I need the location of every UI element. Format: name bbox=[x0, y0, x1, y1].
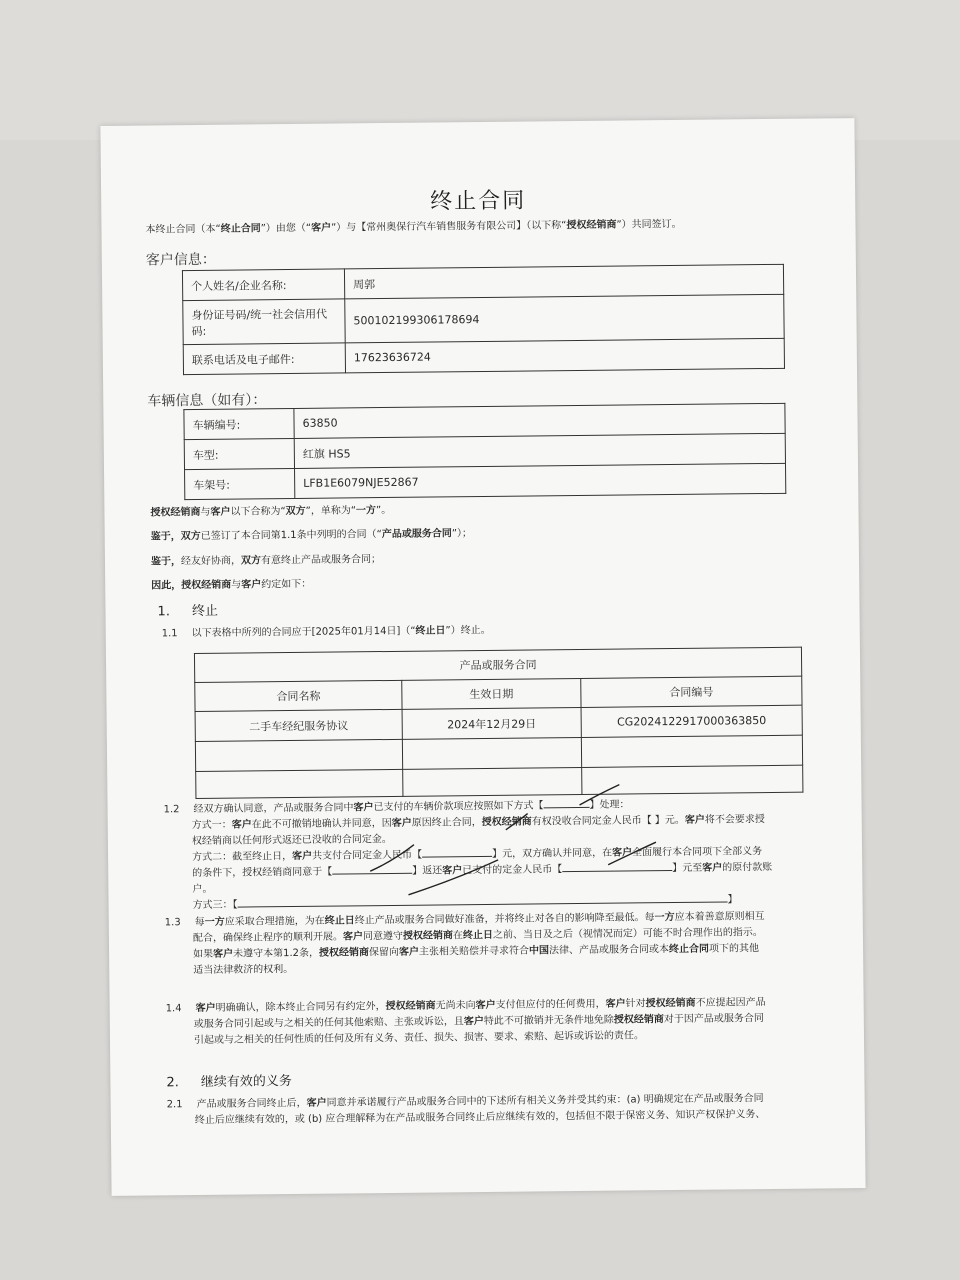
parties-clause: 授权经销商与客户以下合称为“双方”，单称为“一方”。 bbox=[150, 504, 392, 519]
clause-1-2: 1.2 经双方确认同意，产品或服务合同中客户已支付的车辆价款项应按照如下方式【 】处理： 方式一：客户在此不可撤销地确认并同意，因客户原因终止合同，授权经销商有权没收合同定金人民币【 】元。客户将不会要求授 权经销商以任何形式返还已没收的合同定金。 方式二：截至终止日，客户共支付合同定金人民币【 】元，双方确认并同意，在客户全面履行本合同项下全部义务 的条件下，授权经销商同意于【 】返还客户已支付的定金人民币【 】元至客户的原付款账 户。 方式三：【 】 bbox=[164, 795, 845, 914]
clause-2-1: 2.1 产品或服务合同终止后，客户同意并承诺履行产品或服务合同中的下述所有相关义务并受其约束：(a) 明确规定在产品或服务合同 终止后应继续有效的，或 (b) 应合理解释为在产品或服务合同终止后应继续有效的，包括但不限于保密义务、知识产权保护义务、 bbox=[166, 1093, 766, 1127]
vehicle-label: 车辆编号: bbox=[184, 408, 294, 439]
customer-value: 500102199306178694 bbox=[345, 294, 784, 343]
customer-heading: 客户信息： bbox=[145, 251, 216, 269]
strike-mark bbox=[608, 842, 656, 865]
whereas-clause-2: 鉴于，经友好协商，双方有意终止产品或服务合同； bbox=[150, 554, 382, 568]
section-2-heading: 2. 继续有效的义务 bbox=[166, 1074, 292, 1091]
contracts-header: 生效日期 bbox=[402, 678, 581, 709]
contracts-caption: 产品或服务合同 bbox=[194, 647, 801, 682]
customer-label: 个人姓名/企业名称: bbox=[182, 269, 344, 301]
contract-page bbox=[100, 118, 865, 1196]
contract-name: 二手车经纪服务协议 bbox=[195, 709, 402, 741]
clause-1-4: 1.4 客户明确确认，除本终止合同另有约定外，授权经销商无尚未向客户支付但应付的任何费用，客户针对授权经销商不应提起因产品 或服务合同引起或与之相关的任何其他索赔、主张或诉讼，且客户特此不可撤销并无条件地免除授权经销商对于因产品或服务合同 引起或与之相关的任何性质的任何及所有义务、责任、损失、损害、要求、索赔、起诉或诉讼的责任。 bbox=[165, 997, 766, 1047]
intro-paragraph: 本终止合同（本“终止合同”）由您（“客户”）与【常州奥保行汽车销售服务有限公司】（以下称“授权经销商”）共同签订。 bbox=[145, 218, 682, 236]
clause-1-3: 1.3 每一方应采取合理措施，为在终止日终止产品或服务合同做好准备，并将终止对各自的影响降至最低。每一方应本着善意原则相互 配合，确保终止程序的顺利开展。客户同意遵守授权经销商在终止日之前、当日及之后（视情况而定）可能不时合理作出的指示。 如果客户未遵守本第1.2条，授权经销商保留向客户主张相关赔偿并寻求符合中国法律、产品或服务合同或本终止合同项下的其他 适当法律救济的权利。 bbox=[164, 911, 765, 977]
customer-value: 17623636724 bbox=[345, 338, 784, 373]
therefore-clause: 因此，授权经销商与客户约定如下： bbox=[151, 578, 312, 592]
whereas-clause-1: 鉴于，双方已签订了本合同第1.1条中列明的合同（“产品或服务合同”）； bbox=[150, 528, 473, 543]
contract-number: CG2024122917000363850 bbox=[581, 705, 802, 737]
clause-1-1: 1.1 以下表格中所列的合同应于[2025年01月14日]（“终止日”）终止。 bbox=[161, 624, 491, 640]
page-title: 终止合同 bbox=[430, 188, 527, 215]
method-3: 方式三：【 】 bbox=[192, 894, 738, 912]
contract-date: 2024年12月29日 bbox=[402, 707, 581, 739]
method-1: 方式一：客户在此不可撤销地确认并同意，因客户原因终止合同，授权经销商有权没收合同定金人民币【 】元。客户将不会要求授 权经销商以任何形式返还已没收的合同定金。 bbox=[191, 814, 765, 848]
strike-mark bbox=[370, 845, 414, 871]
vehicle-label: 车架号: bbox=[185, 468, 295, 499]
vehicle-value: LFB1E6079NJE52867 bbox=[295, 463, 786, 498]
vehicle-label: 车型: bbox=[184, 438, 294, 469]
customer-value: 周郭 bbox=[344, 264, 783, 299]
strike-mark bbox=[506, 814, 528, 830]
vehicle-heading: 车辆信息（如有）： bbox=[147, 392, 267, 410]
vehicle-value: 63850 bbox=[294, 403, 785, 438]
contracts-header: 合同编号 bbox=[581, 676, 802, 707]
vehicle-value: 红旗 HS5 bbox=[294, 433, 785, 468]
customer-label: 身份证号码/统一社会信用代码: bbox=[183, 299, 345, 345]
strike-mark bbox=[579, 785, 619, 805]
customer-label: 联系电话及电子邮件: bbox=[183, 343, 345, 375]
contracts-header: 合同名称 bbox=[195, 680, 402, 711]
method-2: 方式二：截至终止日，客户共支付合同定金人民币【 】元，双方确认并同意，在客户全面履行本合同项下全部义务 的条件下，授权经销商同意于【 】返还客户已支付的定金人民币【 】元至客户的原付款账 户。 bbox=[192, 846, 773, 896]
strike-mark bbox=[408, 860, 498, 895]
section-1-heading: 1. 终止 bbox=[157, 603, 219, 620]
